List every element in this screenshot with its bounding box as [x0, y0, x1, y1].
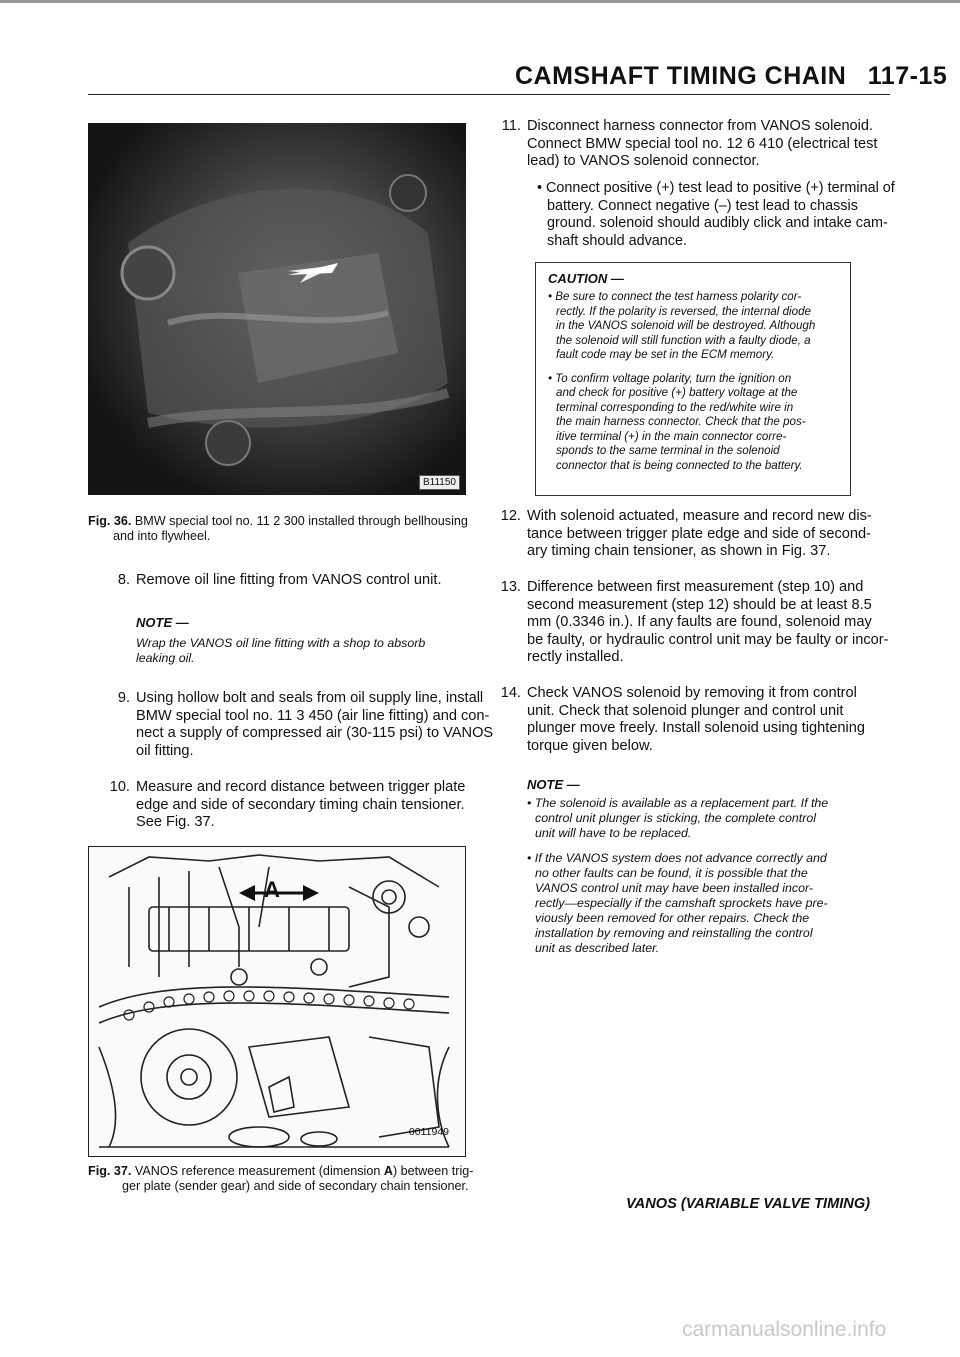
step-14-number: 14.	[500, 685, 521, 701]
step-12-number: 12.	[500, 508, 521, 524]
step-14-line3: plunger move freely. Install solenoid using tightening	[527, 720, 866, 736]
step-8	[117, 572, 442, 590]
step-13-line1: Difference between first measurement (step 10) and	[527, 579, 864, 595]
caution-box	[535, 262, 851, 496]
page-number: 117-15	[867, 62, 948, 90]
step-11-number: 11.	[501, 118, 521, 134]
fig37-diagram	[88, 846, 466, 1157]
note-14-p2-line4: rectly—especially if the camshaft sprockets have pre-	[535, 896, 828, 910]
step-9-number: 9.	[117, 690, 130, 706]
step-12	[500, 508, 872, 561]
step-9-line4: oil fitting.	[136, 742, 194, 759]
watermark-link[interactable]: carmanualsonline.info	[682, 1318, 887, 1341]
step-13	[500, 579, 889, 667]
step-11-line1: Disconnect harness connector from VANOS solenoid.	[527, 118, 874, 134]
step-8-text: Remove oil line fitting from VANOS control unit.	[136, 572, 442, 588]
note-14-p1-line1: • The solenoid is available as a replacement part. If the	[527, 796, 829, 810]
step-10	[109, 779, 466, 832]
fig37-caption-text-b: ) between trig-	[392, 1164, 474, 1178]
step-13-line2: second measurement (step 12) should be at least 8.5	[527, 596, 872, 613]
caution-p2-line3: terminal corresponding to the red/white wire in	[556, 400, 794, 414]
note-14-p2-line7: unit as described later.	[535, 941, 660, 955]
footer-section-title: VANOS (VARIABLE VALVE TIMING)	[626, 1196, 871, 1212]
note-8-label: NOTE —	[136, 615, 189, 630]
note-14-label: NOTE —	[527, 777, 580, 792]
note-8-line2: leaking oil.	[136, 651, 195, 665]
fig37-caption	[88, 1164, 488, 1194]
note-14-paragraph-1	[527, 796, 828, 841]
fig36-caption-text2: and into flywheel.	[113, 529, 211, 543]
fig37-caption-label: Fig. 37.	[88, 1164, 132, 1178]
caution-p1-line4: the solenoid will still function with a faulty diode, a	[556, 333, 811, 347]
note-14-p2-line3: VANOS control unit may have been installed incor-	[535, 881, 814, 895]
page-header	[515, 62, 947, 91]
caution-paragraph-2	[548, 372, 840, 474]
top-edge-line	[0, 0, 960, 3]
note-14-paragraph-2	[527, 851, 828, 956]
step-10-line2: edge and side of secondary timing chain tensioner.	[136, 796, 465, 813]
step-11-line3: lead) to VANOS solenoid connector.	[527, 153, 760, 169]
caution-p2-line1: • To confirm voltage polarity, turn the ignition on	[548, 371, 792, 385]
fig36-caption	[88, 514, 488, 544]
step-12-line3: ary timing chain tensioner, as shown in Fig. 37.	[527, 543, 831, 559]
bullet-11-line1: • Connect positive (+) test lead to positive (+) terminal of	[537, 180, 895, 196]
note-14-p1-line3: unit will have to be replaced.	[535, 826, 692, 840]
caution-p2-line4: the main harness connector. Check that the pos-	[556, 415, 806, 428]
note-14-p1-line2: control unit plunger is sticking, the complete control	[535, 811, 816, 825]
step-11	[501, 118, 878, 171]
step-14-line2: unit. Check that solenoid plunger and control unit	[527, 702, 844, 719]
step-10-line3: See Fig. 37.	[136, 814, 215, 830]
bullet-11-line3: ground. solenoid should audibly click and intake cam-	[547, 215, 888, 231]
fig36-caption-label: Fig. 36.	[88, 514, 132, 528]
step-12-line2: tance between trigger plate edge and side of second-	[527, 525, 872, 542]
note-8	[136, 615, 425, 666]
step-12-line1: With solenoid actuated, measure and record new dis-	[527, 508, 872, 524]
fig37-caption-bold: A	[383, 1164, 393, 1178]
bullet-11-line4: shaft should advance.	[547, 232, 688, 249]
fig36-caption-text: BMW special tool no. 11 2 300 installed through bellhousing	[134, 514, 468, 528]
step-9-line2: BMW special tool no. 11 3 450 (air line fitting) and con-	[136, 707, 490, 724]
step-14-line4: torque given below.	[527, 737, 653, 754]
step-13-number: 13.	[500, 579, 521, 595]
note-14-p2-line2: no other faults can be found, it is possible that the	[535, 866, 808, 880]
step-14-line1: Check VANOS solenoid by removing it from control	[527, 685, 857, 701]
fig36-photo	[88, 123, 466, 495]
caution-p1-line3: in the VANOS solenoid will be destroyed. Although	[556, 319, 816, 332]
section-title: CAMSHAFT TIMING CHAIN	[515, 62, 847, 90]
step-11-line2: Connect BMW special tool no. 12 6 410 (electrical test	[527, 135, 878, 152]
step-9-line1: Using hollow bolt and seals from oil supply line, install	[136, 690, 484, 706]
bullet-11-line2: battery. Connect negative (–) test lead to chassis	[547, 197, 858, 214]
step-11-bullet	[537, 180, 895, 250]
step-10-line1: Measure and record distance between trigger plate	[136, 779, 466, 795]
note-14-p2-line1: • If the VANOS system does not advance correctly and	[527, 851, 827, 865]
caution-p1-line5: fault code may be set in the ECM memory.	[556, 348, 775, 361]
header-rule	[88, 94, 890, 95]
caution-label: CAUTION —	[548, 271, 624, 286]
step-13-line5: rectly installed.	[527, 649, 624, 665]
fig36-image-code: B11150	[419, 475, 460, 490]
note-8-line1: Wrap the VANOS oil line fitting with a shop to absorb	[136, 636, 426, 650]
fig37-caption-text2: ger plate (sender gear) and side of secondary chain tensioner.	[122, 1179, 469, 1193]
caution-p2-line5: itive terminal (+) in the main connector corre-	[556, 429, 787, 443]
step-9	[117, 690, 494, 760]
step-10-number: 10.	[109, 779, 130, 795]
step-9-line3: nect a supply of compressed air (30-115 psi) to VANOS	[136, 725, 494, 741]
caution-paragraph-1	[548, 290, 840, 363]
step-8-number: 8.	[117, 572, 130, 588]
fig37-image-code: 0011949	[408, 1126, 449, 1138]
note-14	[527, 777, 828, 956]
caution-p1-line1: • Be sure to connect the test harness polarity cor-	[548, 290, 802, 303]
caution-p1-line2: rectly. If the polarity is reversed, the internal diode	[556, 304, 811, 318]
step-14	[500, 685, 866, 755]
engine-bay-photo-illustration	[88, 123, 466, 495]
caution-p2-line6: sponds to the same terminal in the solenoid	[556, 444, 780, 457]
caution-p2-line2: and check for positive (+) battery voltage at the	[556, 386, 798, 399]
dimension-a-label: A	[264, 877, 280, 902]
step-13-line3: mm (0.3346 in.). If any faults are found, solenoid may	[527, 614, 872, 630]
note-14-p2-line6: installation by removing and reinstalling the control	[535, 926, 813, 940]
fig37-caption-text: VANOS reference measurement (dimension	[134, 1164, 381, 1178]
note-14-p2-line5: viously been removed for other repairs. Check the	[535, 911, 810, 925]
caution-p2-line7: connector that is being connected to the battery.	[556, 458, 803, 472]
step-13-line4: be faulty, or hydraulic control unit may be faulty or incor-	[527, 631, 889, 648]
